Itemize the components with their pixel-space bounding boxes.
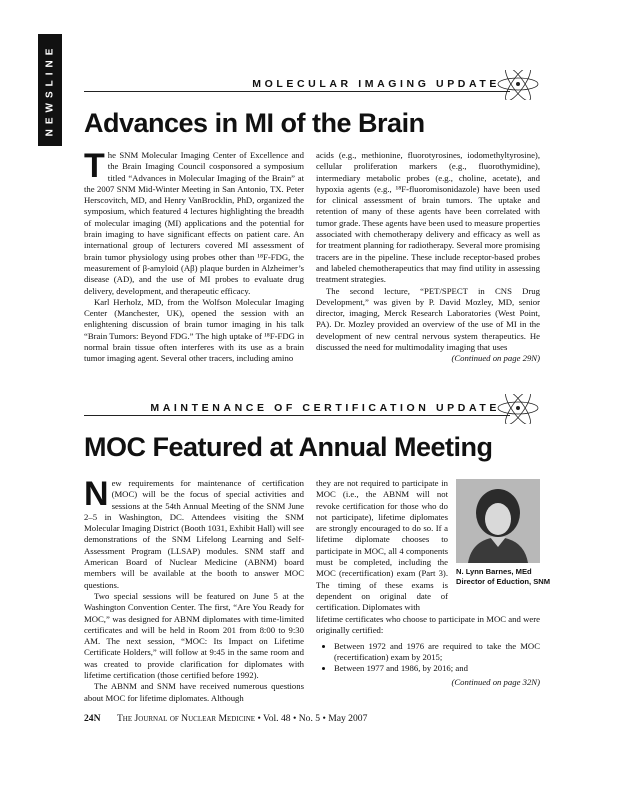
section-rule bbox=[84, 415, 510, 416]
moc-section-header bbox=[84, 394, 540, 424]
section-label: MOLECULAR IMAGING UPDATE bbox=[252, 78, 500, 90]
molecular-imaging-section-header bbox=[84, 70, 540, 100]
bullet-item: • Between 1977 and 1986, by 2016; and bbox=[334, 663, 540, 674]
portrait-image bbox=[456, 479, 540, 563]
issue-info: • Vol. 48 • No. 5 • May 2007 bbox=[257, 713, 368, 724]
article-title-brain: Advances in MI of the Brain bbox=[84, 108, 425, 138]
drop-cap: T bbox=[84, 147, 105, 185]
continued-note: (Continued on page 29N) bbox=[451, 353, 540, 364]
article1-para-3: acids (e.g., methionine, fluorotyrosines, iodomethyltyrosine), cellular proliferation markers (e.g., fluorothymidine), intermediary metabolic probes (e.g., choline, acetate), and hypoxia agents (e.g., ¹⁸F-fluoromisonidazole) have been used for clinical assessment of brain tumors. The uptake and retention of many of these agents have been correlated with tumor grade. These agents have been used to measure properties associated with chemotherapy delivery and efficacy as well as for treatment planning for radiotherapy. Several more promising tracers are in the pipeline. These include receptor-based probes and labeled chemotherapeutics that may find utility in assessing treatment strategies. bbox=[316, 150, 540, 285]
certification-bullet-list bbox=[316, 641, 540, 675]
newsline-tab bbox=[38, 34, 62, 146]
newsline-label: NEWSLINE bbox=[44, 43, 56, 137]
journal-name: The Journal of Nuclear Medicine bbox=[116, 713, 256, 724]
star-icon bbox=[496, 70, 540, 100]
article1-para-4: The second lecture, “PET/SPECT in CNS Drug Development,” was given by P. David Mozley, MD, senior director, imaging, Merck Research Laboratories (West Point, PA). Dr. Mozley provided an overview of the use of MI in the development of new central nervous system therapeutics. He discussed the need for multimodality imaging that uses bbox=[316, 285, 540, 353]
page-number: 24N bbox=[84, 713, 101, 724]
photo-caption: N. Lynn Barnes, MEd Director of Eduction, SNM bbox=[456, 567, 551, 586]
article1-column-right bbox=[316, 150, 540, 365]
drop-cap: N bbox=[84, 475, 109, 513]
portrait-photo bbox=[456, 479, 540, 563]
star-icon bbox=[496, 394, 540, 424]
article2-para-1 bbox=[84, 475, 304, 591]
paragraph-text: he SNM Molecular Imaging Center of Excellence and the Brain Imaging Council cosponsored a symposium titled “Advances in Molecular Imaging of the Brain” at the 2007 SNM Mid-Winter Meeting in San Antonio, TX. Peter Herscovitch, MD, and Henry VanBrocklin, PhD, organized the symposium, which featured 4 lectures highlighting the breadth of molecular imaging (MI) applications and the potential for brain imaging to have significant effects on patient care. An international group of lecturers covered MI assessment of brain tumor physiology using probes other than ¹⁸F-FDG, the measurement of β-amyloid (Aβ) plaque burden in Alzheimer’s disease (AD), and the use of MI probes to evaluate drug delivery, development, and therapeutic efficacy. bbox=[84, 150, 304, 296]
article1-para-2: Karl Herholz, MD, from the Wolfson Molecular Imaging Center (Manchester, UK), opened the session with an enlightening discussion of brain tumor imaging in his talk “Brain Tumors: Beyond FDG.” The high uptake of ¹⁸F-FDG in normal brain tissue often interferes with its use as a brain tumor imaging agent. Several other tracers, including amino bbox=[84, 296, 304, 364]
bullet-item: • Between 1972 and 1976 are required to take the MOC (recertification) exam by 2015; bbox=[334, 641, 540, 664]
article2-column-right-wide bbox=[316, 614, 540, 689]
section-label: MAINTENANCE OF CERTIFICATION UPDATE bbox=[150, 402, 500, 414]
article2-para-4: they are not required to participate in MOC (i.e., the ABNM will not revoke certification for those who do not participate), lifetime diplomates are strongly encouraged to do so. If a lifetime diplomate chooses to participate in MOC, all 4 components must be completed, including the MOC (recertification) exam (Part 3). The timing of these exams is dependent on original date of certification. Diplomates with bbox=[316, 478, 448, 613]
article2-column-left bbox=[84, 475, 304, 704]
paragraph-text: ew requirements for maintenance of certification (MOC) will be the focus of special activities and sessions at the 54th Annual Meeting of the SNM June 2–5 in Washington, DC. Attendees visiting the SNM Molecular Imaging District (Booth 1031, Exhibit Hall) will see demonstrations of the SNM Lifelong Learning and Self-Assessment Program (LLSAP) modules. SNM staff and American Board of Nuclear Medicine (ABNM) board members will be available at the booth to answer MOC questions. bbox=[84, 478, 304, 590]
article2-para-5: lifetime certificates who choose to participate in MOC and were originally certified: bbox=[316, 614, 540, 636]
article2-para-3: The ABNM and SNM have received numerous questions about MOC for lifetime diplomates. Although bbox=[84, 681, 304, 703]
article1-para-1 bbox=[84, 147, 304, 297]
page-footer bbox=[84, 713, 367, 724]
article-title-moc: MOC Featured at Annual Meeting bbox=[84, 432, 493, 462]
article1-column-left bbox=[84, 147, 304, 365]
section-rule bbox=[84, 91, 510, 92]
continued-note: (Continued on page 32N) bbox=[451, 677, 540, 688]
article2-para-2: Two special sessions will be featured on June 5 at the Washington Convention Center. The first, “Are You Ready for MOC,” was designed for ABNM diplomates with time-limited certificates and will be held in Room 201 from 8:00 to 9:30 AM. The next session, “MOC: Its Impact on Lifetime Certificate Holders,” will follow at 9:45 in the same room and was created to provide clarification for diplomates with lifetime certification (those certified before 1992). bbox=[84, 590, 304, 681]
article2-column-right-narrow bbox=[316, 478, 448, 614]
